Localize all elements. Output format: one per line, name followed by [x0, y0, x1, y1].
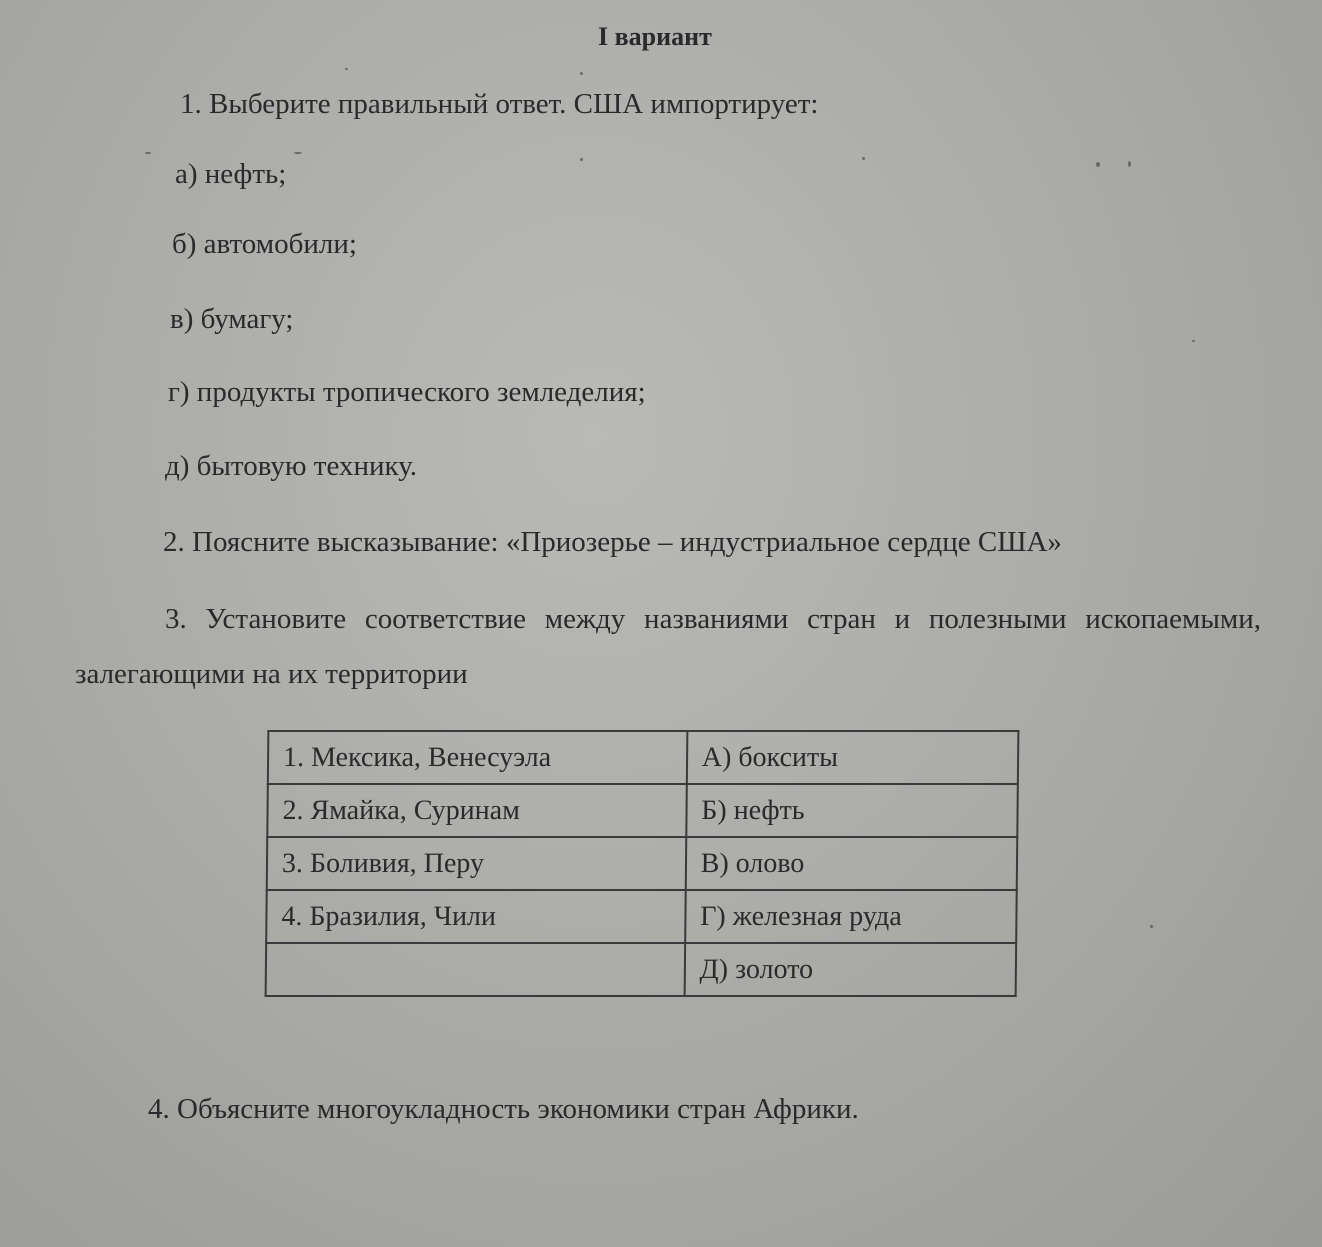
- country-cell: 1. Мексика, Венесуэла: [268, 731, 687, 784]
- paper-speck: [580, 158, 583, 161]
- paper-speck: [862, 157, 865, 160]
- country-cell: 2. Ямайка, Суринам: [267, 784, 686, 837]
- resource-cell: Б) нефть: [686, 784, 1018, 837]
- resource-cell: А) бокситы: [687, 731, 1019, 784]
- question-1-option-d: г) продукты тропического земледелия;: [168, 376, 646, 408]
- question-1-option-e: д) бытовую технику.: [165, 450, 418, 482]
- paper-speck: [1192, 340, 1195, 342]
- paper-speck: [294, 152, 302, 154]
- paper-speck: [145, 152, 151, 154]
- matching-table: [265, 730, 1020, 997]
- table-row: [267, 784, 1018, 837]
- table-row: [268, 731, 1019, 784]
- country-cell: 3. Боливия, Перу: [267, 837, 686, 890]
- question-3-prompt-line-1: 3. Установите соответствие между названиями стран и полезными ископаемыми,: [165, 603, 1261, 635]
- table-row: [266, 890, 1017, 943]
- table-row: [267, 837, 1018, 890]
- question-1-prompt: 1. Выберите правильный ответ. США импортирует:: [180, 88, 819, 120]
- paper-speck: [1096, 162, 1100, 167]
- paper-speck: [1128, 161, 1131, 167]
- resource-cell: Д) золото: [684, 943, 1016, 996]
- country-cell: 4. Бразилия, Чили: [266, 890, 685, 943]
- table-row: [266, 943, 1017, 996]
- question-3-prompt-line-2: залегающими на их территории: [75, 658, 468, 690]
- paper-speck: [1150, 925, 1153, 928]
- paper-speck: [345, 68, 348, 70]
- variant-title: I вариант: [598, 22, 712, 51]
- question-1-option-c: в) бумагу;: [170, 303, 294, 335]
- question-2-prompt: 2. Поясните высказывание: «Приозерье – индустриальное сердце США»: [163, 526, 1062, 558]
- question-1-option-b: б) автомобили;: [172, 228, 357, 260]
- paper-speck: [580, 72, 583, 75]
- resource-cell: Г) железная руда: [685, 890, 1017, 943]
- question-4-prompt: 4. Объясните многоукладность экономики стран Африки.: [148, 1093, 859, 1125]
- country-cell: [266, 943, 685, 996]
- resource-cell: В) олово: [685, 837, 1017, 890]
- question-1-option-a: а) нефть;: [175, 158, 287, 190]
